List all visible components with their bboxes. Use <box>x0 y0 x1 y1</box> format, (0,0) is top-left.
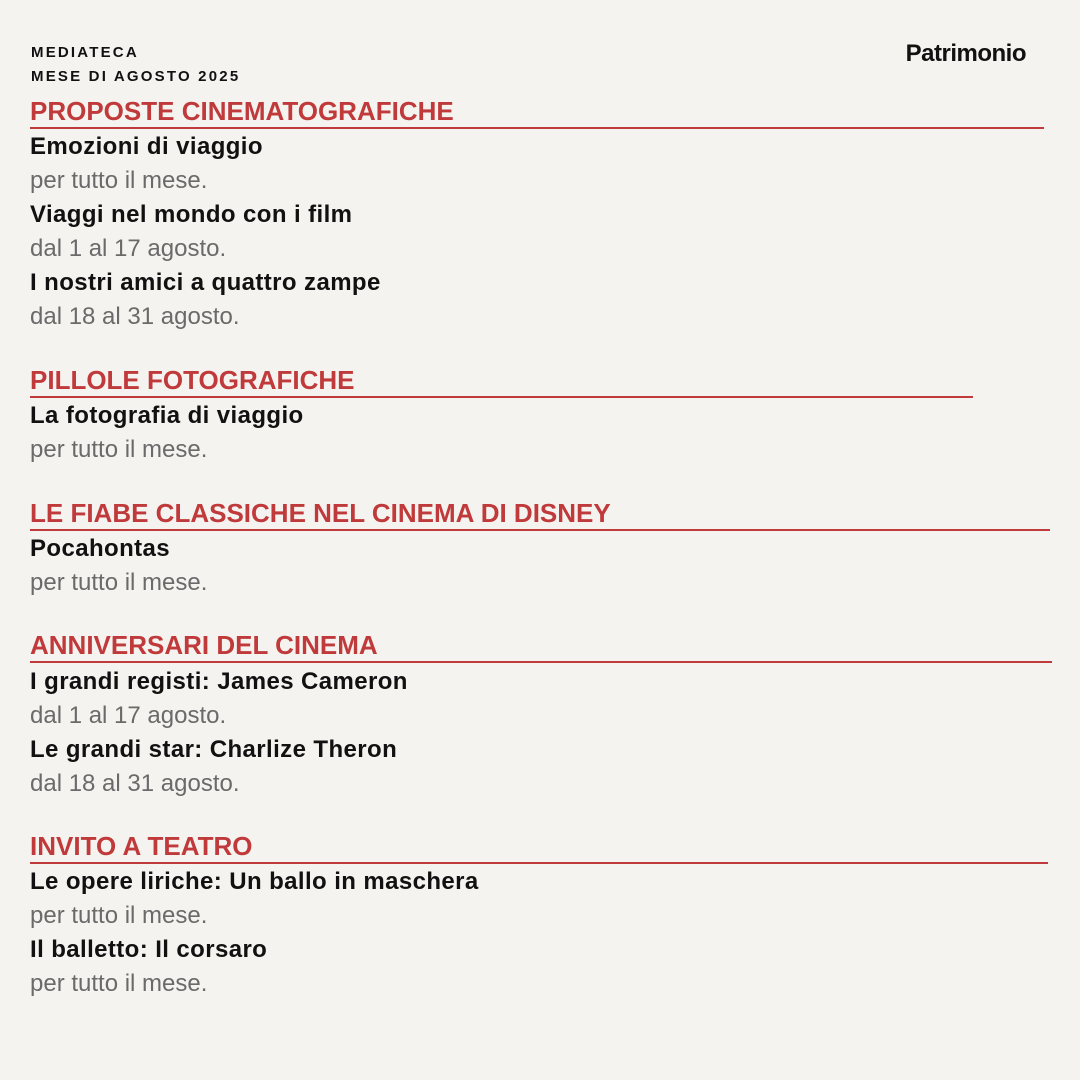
item-title: I nostri amici a quattro zampe <box>30 269 381 296</box>
list-item <box>30 733 1052 801</box>
section-title: PROPOSTE CINEMATOGRAFICHE <box>30 95 1044 129</box>
list-item <box>30 665 1052 733</box>
brand-logo: Patrimonio <box>905 40 1026 67</box>
item-date: per tutto il mese. <box>30 167 208 194</box>
item-date: dal 18 al 31 agosto. <box>30 303 240 330</box>
section-invito-a-teatro <box>30 830 1048 1001</box>
list-item <box>30 865 1048 933</box>
item-date: per tutto il mese. <box>30 970 208 997</box>
list-item <box>30 266 1044 334</box>
item-title: Pocahontas <box>30 535 171 562</box>
item-title: Emozioni di viaggio <box>30 133 263 160</box>
section-anniversari-del-cinema <box>30 629 1052 801</box>
list-item <box>30 933 1048 1001</box>
section-title: PILLOLE FOTOGRAFICHE <box>30 364 973 398</box>
header-mediateca: MEDIATECA <box>31 44 139 61</box>
item-date: dal 1 al 17 agosto. <box>30 235 227 262</box>
item-date: per tutto il mese. <box>30 436 208 463</box>
item-title: Le grandi star: Charlize Theron <box>30 736 398 763</box>
list-item <box>30 130 1044 198</box>
section-title: ANNIVERSARI DEL CINEMA <box>30 629 1052 663</box>
item-title: La fotografia di viaggio <box>30 402 304 429</box>
list-item <box>30 399 973 467</box>
item-date: per tutto il mese. <box>30 902 208 929</box>
section-title: INVITO A TEATRO <box>30 830 1048 864</box>
section-pillole-fotografiche <box>30 364 973 467</box>
item-title: Viaggi nel mondo con i film <box>30 201 353 228</box>
list-item <box>30 198 1044 266</box>
list-item <box>30 532 1050 600</box>
item-date: dal 1 al 17 agosto. <box>30 702 227 729</box>
header-month: MESE DI AGOSTO 2025 <box>31 68 241 85</box>
header <box>31 41 240 89</box>
section-proposte-cinematografiche <box>30 95 1044 334</box>
item-title: I grandi registi: James Cameron <box>30 668 408 695</box>
item-title: Le opere liriche: Un ballo in maschera <box>30 868 479 895</box>
item-date: dal 18 al 31 agosto. <box>30 770 240 797</box>
item-title: Il balletto: Il corsaro <box>30 936 268 963</box>
section-title: LE FIABE CLASSICHE NEL CINEMA DI DISNEY <box>30 497 1050 531</box>
section-fiabe-classiche <box>30 497 1050 600</box>
item-date: per tutto il mese. <box>30 569 208 596</box>
